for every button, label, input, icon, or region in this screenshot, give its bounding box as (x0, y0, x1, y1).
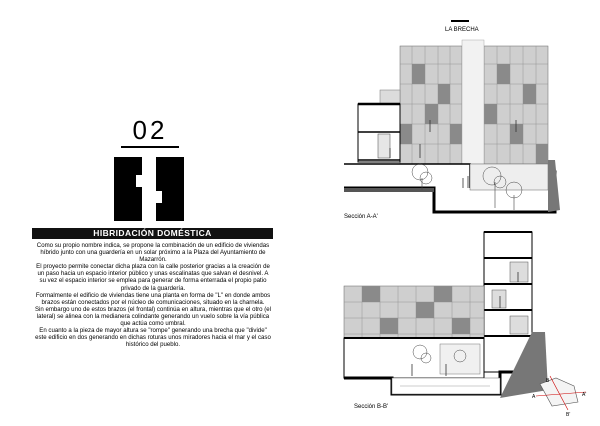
plan-letter-a-prime: A' (582, 392, 587, 398)
paragraph-1: Como su propio nombre indica, se propone la combinación de un edificio de viviendas híbrido junto con una guardería en un solar próximo a la Plaza del Ayuntamiento de Mazarrón. (36, 242, 270, 264)
paragraph-3: Formalmente el edificio de viviendas tiene una planta en forma de "L" en donde ambos brazos están conectados por el núcleo de comunicaciones, situado en la charnela. (35, 291, 271, 306)
plan-letter-b: B (546, 378, 550, 384)
section-a-label: Sección A-A' (344, 214, 378, 220)
section-title: HIBRIDACIÓN DOMÉSTICA (93, 228, 212, 238)
section-a-drawing (344, 40, 560, 212)
paragraph-5: En cuanto a la pieza de mayor altura se "rompe" generando una brecha que "divide" este edificio en dos generando en dichas roturas unos miradores hacia el mar y el caso histórico del pueblo. (35, 327, 271, 349)
paragraph-2: El proyecto permite conectar dicha plaza con la calle posterior gracias a la creación de un paso hacia un espacio interior público y unas escalinatas que salvan el desnivel. A su vez el espacio interior se emplea para generar de forma enterrada el propio patio privado de la guardería. (36, 263, 270, 292)
section-b-drawing (344, 232, 548, 398)
paragraph-4: Sin embargo uno de estos brazos (el frontal) continúa en altura, mientras que el otro (el lateral) se alinea con la medianera colindante generando un vuelo sobre la vía pública que actúa como umbral. (34, 305, 272, 328)
plan-letter-b-prime: B' (566, 412, 571, 418)
section-b-label: Sección B-B' (354, 404, 389, 410)
brecha-label: LA BRECHA (445, 27, 479, 33)
plan-letter-a: A (532, 394, 536, 400)
chapter-number: 02 (132, 115, 168, 145)
